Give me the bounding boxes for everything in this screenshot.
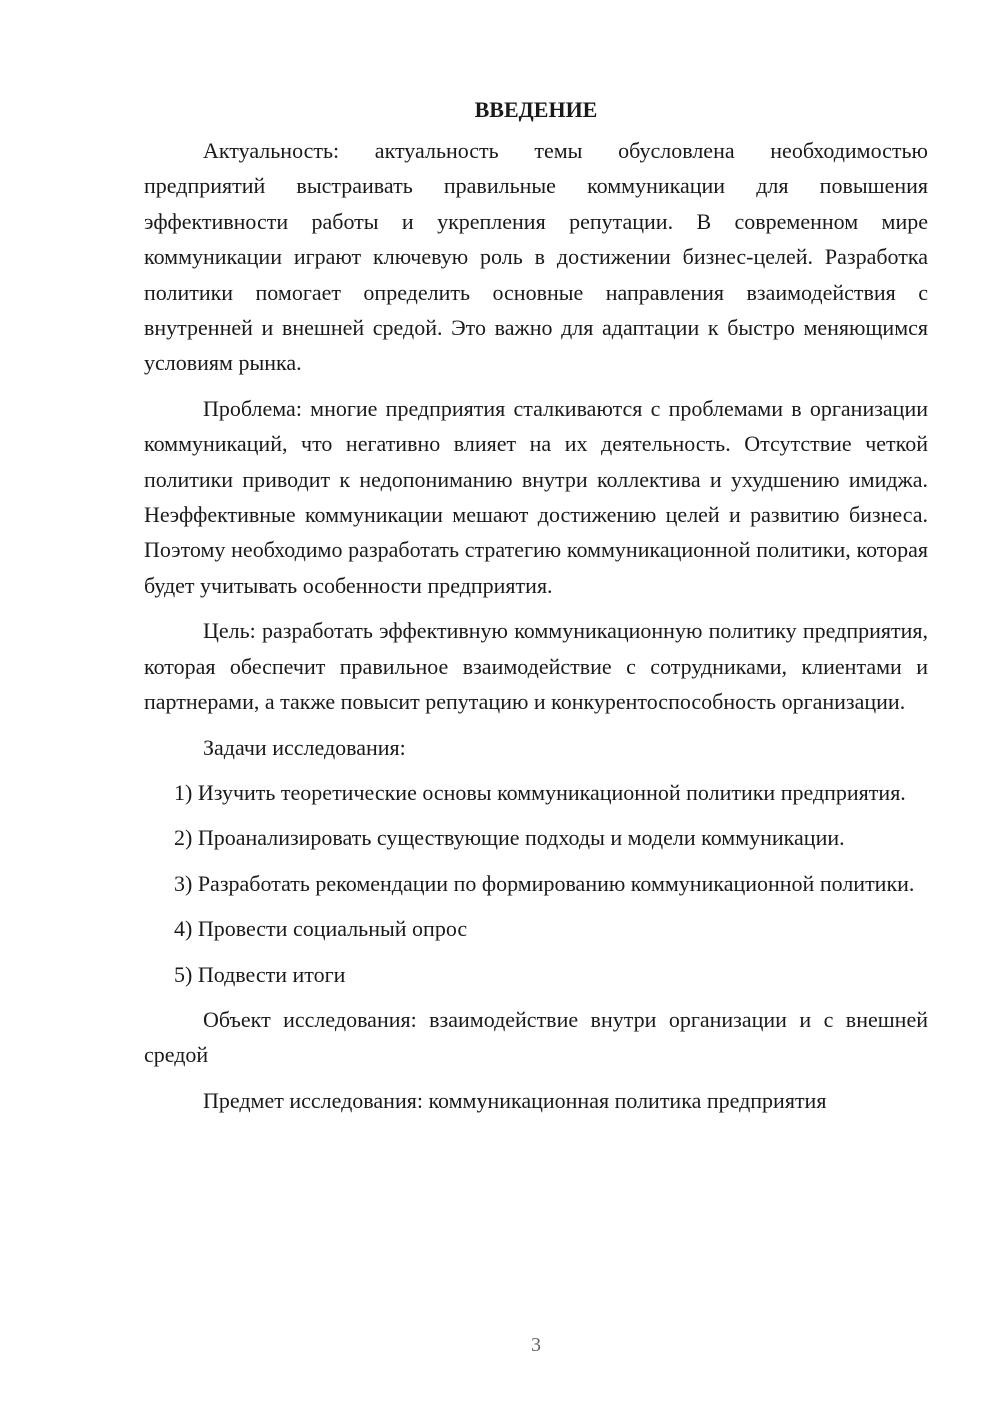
paragraph-object: Объект исследования: взаимодействие внутри организации и с внешней средой xyxy=(144,1006,928,1068)
task-item-5: 5) Подвести итоги xyxy=(174,961,346,987)
task-item-2: 2) Проанализировать существующие подходы и модели коммуникации. xyxy=(174,825,845,851)
page-number: 3 xyxy=(531,1334,541,1356)
task-item-3: 3) Разработать рекомендации по формированию коммуникационной политики. xyxy=(174,870,915,896)
paragraph-subject: Предмет исследования: коммуникационная политика предприятия xyxy=(203,1087,827,1113)
paragraph-goal: Цель: разработать эффективную коммуникационную политику предприятия, которая обеспечит правильное взаимодействие с сотрудниками, клиентами и партнерами, а также повысит репутацию и конкурентоспособность организации. xyxy=(144,618,928,715)
paragraph-relevance: Актуальность: актуальность темы обусловлена необходимостью предприятий выстраивать правильные коммуникации для повышения эффективности работы и укрепления репутации. В современном мире коммуникации играют ключевую роль в достижении бизнес-целей. Разработка политики помогает определить основные направления взаимодействия с внутренней и внешней средой. Это важно для адаптации к быстро меняющимся условиям рынка. xyxy=(144,138,928,376)
task-item-4: 4) Провести социальный опрос xyxy=(174,916,468,942)
task-item-1: 1) Изучить теоретические основы коммуникационной политики предприятия. xyxy=(174,779,906,805)
paragraph-problem: Проблема: многие предприятия сталкиваются с проблемами в организации коммуникаций, что негативно влияет на их деятельность. Отсутствие четкой политики приводит к недопониманию внутри коллектива и ухудшению имиджа. Неэффективные коммуникации мешают достижению целей и развитию бизнеса. Поэтому необходимо разработать стратегию коммуникационной политики, которая будет учитывать особенности предприятия. xyxy=(144,395,928,598)
paragraph-tasks-intro: Задачи исследования: xyxy=(203,734,406,760)
section-heading: ВВЕДЕНИЕ xyxy=(474,97,598,122)
document-page xyxy=(144,92,928,1128)
